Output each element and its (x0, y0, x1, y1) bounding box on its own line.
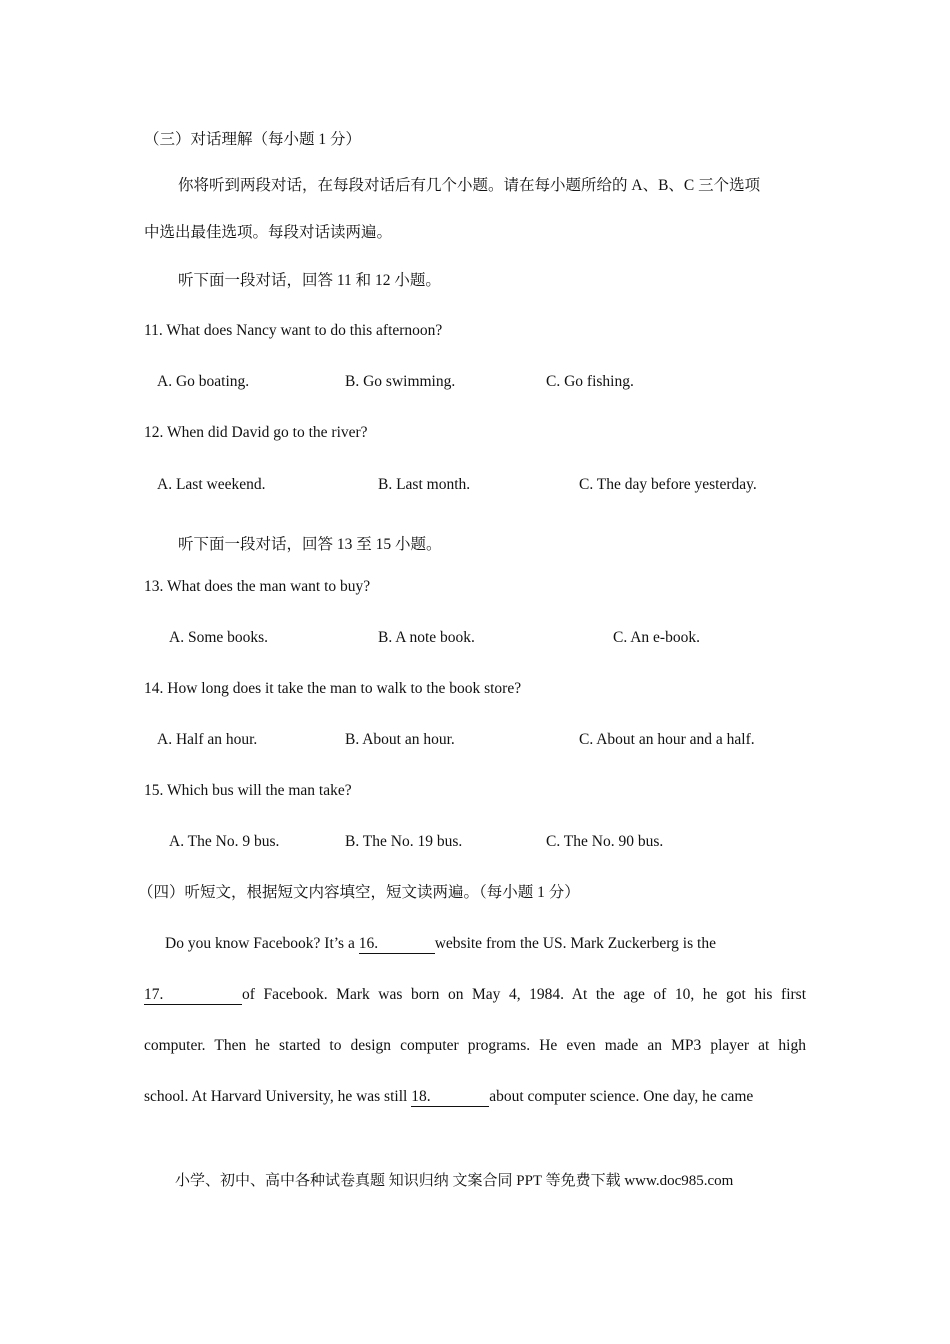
q14-option-b: B. About an hour. (345, 731, 455, 748)
question-14: 14. How long does it take the man to walk to the book store? (144, 680, 522, 697)
question-12: 12. When did David go to the river? (144, 424, 368, 441)
q13-option-c: C. An e-book. (613, 629, 700, 646)
q15-option-b: B. The No. 19 bus. (345, 833, 463, 850)
blank-17: 17. (144, 986, 242, 1005)
q11-option-c: C. Go fishing. (546, 373, 634, 390)
blank-16: 16. (359, 935, 435, 954)
footer-text: 小学、初中、高中各种试卷真题 知识归纳 文案合同 PPT 等免费下载 www.doc985.com (175, 1173, 734, 1189)
q12-option-b: B. Last month. (378, 476, 471, 493)
section3-heading: （三）对话理解（每小题 1 分） (144, 131, 362, 148)
q12-option-a: A. Last weekend. (157, 476, 266, 493)
q15-option-a: A. The No. 9 bus. (169, 833, 280, 850)
dialog2-intro: 听下面一段对话，回答 13 至 15 小题。 (178, 536, 442, 553)
section4-heading: （四）听短文，根据短文内容填空，短文读两遍。（每小题 1 分） (138, 884, 580, 901)
passage-line-4 (144, 1087, 806, 1107)
q12-option-c: C. The day before yesterday. (579, 476, 757, 493)
q11-option-a: A. Go boating. (157, 373, 250, 390)
passage-line-3: computer. Then he started to design computer programs. He even made an MP3 player at high (144, 1037, 806, 1054)
passage-line-1 (165, 934, 716, 954)
passage-line-1-start: Do you know Facebook? It’s a (165, 935, 359, 952)
question-15: 15. Which bus will the man take? (144, 782, 352, 799)
passage-line-4-start-text: school. At Harvard University, he was still (144, 1088, 412, 1105)
instruction-line-1: 你将听到两段对话，在每段对话后有几个小题。请在每小题所给的 A、B、C 三个选项 (178, 177, 761, 194)
passage-line-4-start (144, 1087, 753, 1107)
instruction-line-2: 中选出最佳选项。每段对话读两遍。 (144, 224, 393, 241)
question-13: 13. What does the man want to buy? (144, 578, 371, 595)
dialog1-intro: 听下面一段对话，回答 11 和 12 小题。 (178, 272, 441, 289)
q14-option-a: A. Half an hour. (157, 731, 258, 748)
passage-line-2-text: of Facebook. Mark was born on May 4, 1984. At the age of 10, he got his first (242, 986, 806, 1003)
blank-18: 18. (411, 1088, 489, 1107)
q14-option-c: C. About an hour and a half. (579, 731, 755, 748)
question-11: 11. What does Nancy want to do this afternoon? (144, 322, 443, 339)
passage-line-2 (144, 985, 806, 1005)
passage-line-4-end: about computer science. One day, he came (489, 1088, 754, 1105)
passage-line-1-end: website from the US. Mark Zuckerberg is the (434, 935, 716, 952)
q13-option-b: B. A note book. (378, 629, 475, 646)
q15-option-c: C. The No. 90 bus. (546, 833, 664, 850)
q11-option-b: B. Go swimming. (345, 373, 456, 390)
q13-option-a: A. Some books. (169, 629, 269, 646)
